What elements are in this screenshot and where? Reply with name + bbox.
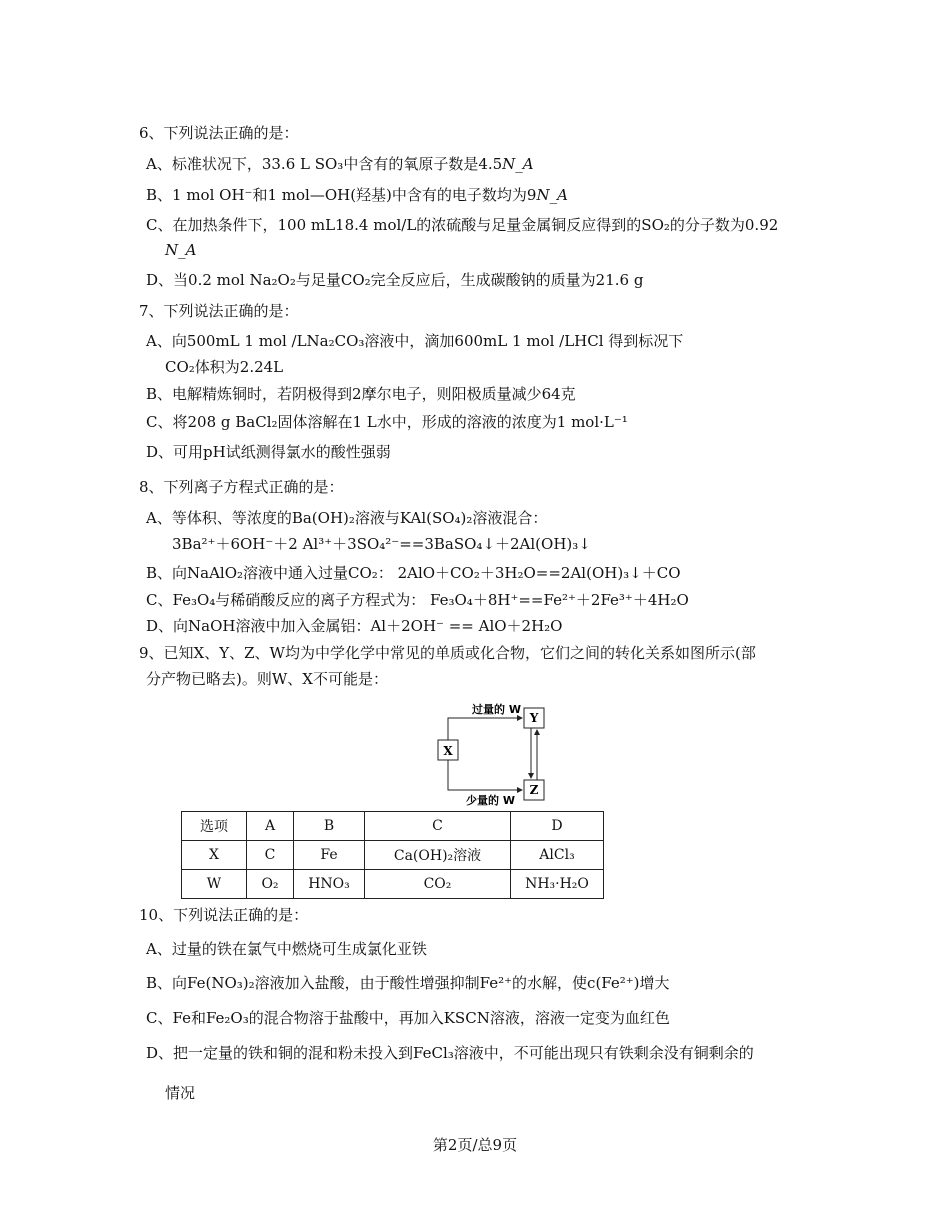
q10-option-d-line1: D、把一定量的铁和铜的混和粉未投入到FeCl₃溶液中，不可能出现只有铁剩余没有铜剩余的 xyxy=(146,1044,754,1062)
q6-option-c-line1: C、在加热条件下，100 mL18.4 mol/L的浓硫酸与足量金属铜反应得到的SO₂的分子数为0.92 xyxy=(146,216,779,234)
q7-option-b: B、电解精炼铜时，若阴极得到2摩尔电子，则阳极质量减少64克 xyxy=(146,385,576,403)
q8-option-a-line1: A、等体积、等浓度的Ba(OH)₂溶液与KAl(SO₄)₂溶液混合： xyxy=(146,509,548,527)
table-cell: HNO₃ xyxy=(294,870,365,899)
table-cell: C xyxy=(247,841,294,870)
node-y-label: Y xyxy=(529,711,539,725)
arrow-x-to-z xyxy=(448,760,522,790)
q6-option-b: B、1 mol OH⁻和1 mol—OH(羟基)中含有的电子数均为9N_A xyxy=(146,186,568,204)
arrow-x-to-y xyxy=(448,718,522,740)
q8-option-d: D、向NaOH溶液中加入金属铝：Al＋2OH⁻ == AlO＋2H₂O xyxy=(146,617,563,635)
table-cell: Fe xyxy=(294,841,365,870)
table-cell: CO₂ xyxy=(365,870,511,899)
table-header-row xyxy=(182,812,604,841)
table-cell: C xyxy=(365,812,511,841)
q7-option-a-line1: A、向500mL 1 mol /LNa₂CO₃溶液中，滴加600mL 1 mol /LHCl 得到标况下 xyxy=(146,332,684,350)
table-row xyxy=(182,841,604,870)
table-cell: Ca(OH)₂溶液 xyxy=(365,841,511,870)
q6-option-c-line2: N_A xyxy=(165,241,197,259)
table-cell: NH₃·H₂O xyxy=(511,870,604,899)
node-z-label: Z xyxy=(529,783,539,797)
q9-stem-line2: 分产物已略去)。则W、X不可能是： xyxy=(146,670,388,688)
q8-stem: 8、下列离子方程式正确的是： xyxy=(139,478,344,496)
q7-option-d: D、可用pH试纸测得氯水的酸性强弱 xyxy=(146,443,391,461)
label-small-w: 少量的 W xyxy=(466,794,515,807)
table-cell: A xyxy=(247,812,294,841)
q8-option-b: B、向NaAlO₂溶液中通入过量CO₂： 2AlO＋CO₂＋3H₂O==2Al(OH)₃↓＋CO xyxy=(146,564,681,582)
table-cell: W xyxy=(182,870,247,899)
q8-option-c: C、Fe₃O₄与稀硝酸反应的离子方程式为： Fe₃O₄＋8H⁺==Fe²⁺＋2Fe³⁺＋4H₂O xyxy=(146,591,689,609)
table-cell: D xyxy=(511,812,604,841)
q9-stem-line1: 9、已知X、Y、Z、W均为中学化学中常见的单质或化合物，它们之间的转化关系如图所示(部 xyxy=(139,644,756,662)
q6-option-a: A、标准状况下，33.6 L SO₃中含有的氧原子数是4.5N_A xyxy=(146,155,534,173)
q10-stem: 10、下列说法正确的是： xyxy=(139,906,309,924)
options-table xyxy=(181,811,604,899)
q10-option-d-line2: 情况 xyxy=(165,1084,196,1102)
table-cell: X xyxy=(182,841,247,870)
q8-option-a-line2: 3Ba²⁺＋6OH⁻＋2 Al³⁺＋3SO₄²⁻==3BaSO₄↓＋2Al(OH)₃↓ xyxy=(172,535,591,553)
q6-stem: 6、下列说法正确的是： xyxy=(139,124,299,142)
table-cell: O₂ xyxy=(247,870,294,899)
table-cell: AlCl₃ xyxy=(511,841,604,870)
table-cell: 选项 xyxy=(182,812,247,841)
q7-option-a-line2: CO₂体积为2.24L xyxy=(165,358,284,376)
q10-option-b: B、向Fe(NO₃)₂溶液加入盐酸，由于酸性增强抑制Fe²⁺的水解，使c(Fe²⁺)增大 xyxy=(146,974,670,992)
q7-stem: 7、下列说法正确的是： xyxy=(139,302,299,320)
table-cell: B xyxy=(294,812,365,841)
table-row xyxy=(182,870,604,899)
node-x-label: X xyxy=(443,744,453,758)
q7-option-c: C、将208 g BaCl₂固体溶解在1 L水中，形成的溶液的浓度为1 mol·L⁻¹ xyxy=(146,413,628,431)
page-footer: 第2页/总9页 xyxy=(432,1136,518,1154)
q6-option-d: D、当0.2 mol Na₂O₂与足量CO₂完全反应后，生成碳酸钠的质量为21.6 g xyxy=(146,271,644,289)
conversion-diagram xyxy=(436,700,546,806)
q10-option-a: A、过量的铁在氯气中燃烧可生成氯化亚铁 xyxy=(146,940,427,958)
q10-option-c: C、Fe和Fe₂O₃的混合物溶于盐酸中，再加入KSCN溶液，溶液一定变为血红色 xyxy=(146,1009,670,1027)
label-excess-w: 过量的 W xyxy=(472,703,521,716)
